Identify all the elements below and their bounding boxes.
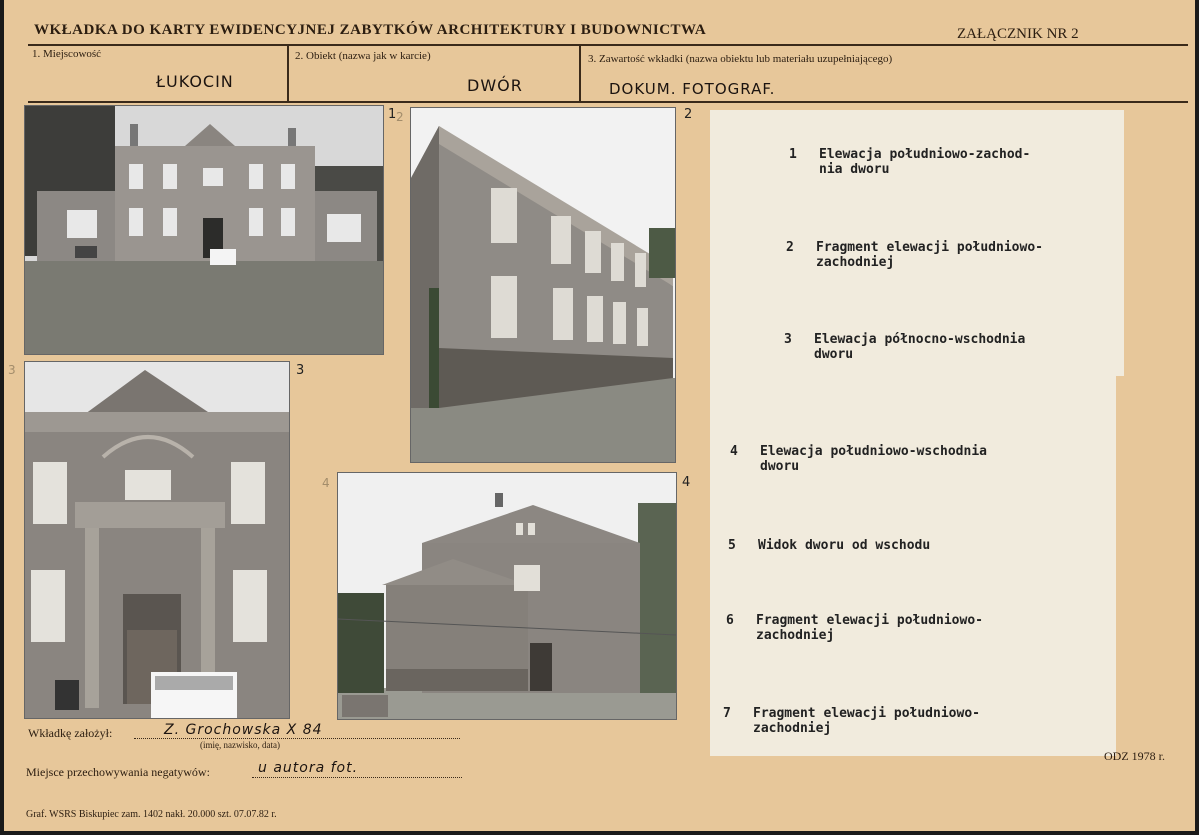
locality-label: 1. Miejscowość xyxy=(32,48,102,60)
photo-1-number: 1 xyxy=(388,107,397,122)
negatives-label: Miejsce przechowywania negatywów: xyxy=(26,765,210,779)
caption-7-number: 7 xyxy=(723,706,731,721)
caption-4-number: 4 xyxy=(730,444,738,459)
caption-6-text: Fragment elewacji południowo- zachodniej xyxy=(756,613,983,643)
caption-1-text: Elewacja południowo-zachod- nia dworu xyxy=(819,147,1031,177)
photo-1 xyxy=(24,105,384,355)
negatives-dotted-line xyxy=(252,777,462,778)
manor-front-illustration xyxy=(25,106,383,354)
caption-5-number: 5 xyxy=(728,538,736,553)
founded-hint: (imię, nazwisko, data) xyxy=(200,740,280,750)
photo-3-number: 3 xyxy=(296,363,305,378)
photo-4-number: 4 xyxy=(682,475,691,490)
manor-portico-illustration xyxy=(25,362,289,718)
photo-2 xyxy=(410,107,676,463)
right-note: ODZ 1978 r. xyxy=(1104,749,1165,763)
object-value: DWÓR xyxy=(467,76,523,95)
caption-6-number: 6 xyxy=(726,613,734,628)
print-note: Graf. WSRS Biskupiec zam. 1402 nakł. 20.000 szt. 07.07.82 r. xyxy=(26,809,277,820)
caption-2-number: 2 xyxy=(786,240,794,255)
founded-value: Z. Grochowska X 84 xyxy=(164,722,323,738)
negatives-value: u autora fot. xyxy=(258,760,359,776)
field-divider-2 xyxy=(579,44,581,102)
manor-corner-illustration xyxy=(411,108,675,462)
field-divider-1 xyxy=(287,44,289,102)
object-label: 2. Obiekt (nazwa jak w karcie) xyxy=(295,50,431,62)
caption-7-text: Fragment elewacji południowo- zachodniej xyxy=(753,706,980,736)
record-card xyxy=(4,0,1195,831)
caption-sheet-bottom xyxy=(710,372,1116,756)
photo-3-faint-number: 3 xyxy=(8,363,16,377)
caption-2-text: Fragment elewacji południowo- zachodniej xyxy=(816,240,1043,270)
caption-5-text: Widok dworu od wschodu xyxy=(758,538,931,553)
header-rule xyxy=(28,44,1188,46)
caption-3-text: Elewacja północno-wschodnia dworu xyxy=(814,332,1026,362)
caption-1-number: 1 xyxy=(789,147,797,162)
content-label: 3. Zawartość wkładki (nazwa obiektu lub materiału uzupełniającego) xyxy=(588,53,893,65)
fields-bottom-rule xyxy=(28,101,1188,103)
photo-4-faint-number: 4 xyxy=(322,476,330,490)
manor-east-view-illustration xyxy=(338,473,676,719)
annex-number: ZAŁĄCZNIK NR 2 xyxy=(957,26,1079,42)
caption-3-number: 3 xyxy=(784,332,792,347)
card-title: WKŁADKA DO KARTY EWIDENCYJNEJ ZABYTKÓW ARCHITEKTURY I BUDOWNICTWA xyxy=(34,22,707,38)
founded-label: Wkładkę założył: xyxy=(28,726,113,740)
photo-2-number: 2 xyxy=(684,107,693,122)
founded-dotted-line xyxy=(134,738,460,739)
locality-value: ŁUKOCIN xyxy=(156,72,234,91)
photo-4 xyxy=(337,472,677,720)
content-value: DOKUM. FOTOGRAF. xyxy=(609,80,776,98)
caption-4-text: Elewacja południowo-wschodnia dworu xyxy=(760,444,987,474)
photo-3 xyxy=(24,361,290,719)
photo-2-faint-number: 2 xyxy=(396,110,404,124)
